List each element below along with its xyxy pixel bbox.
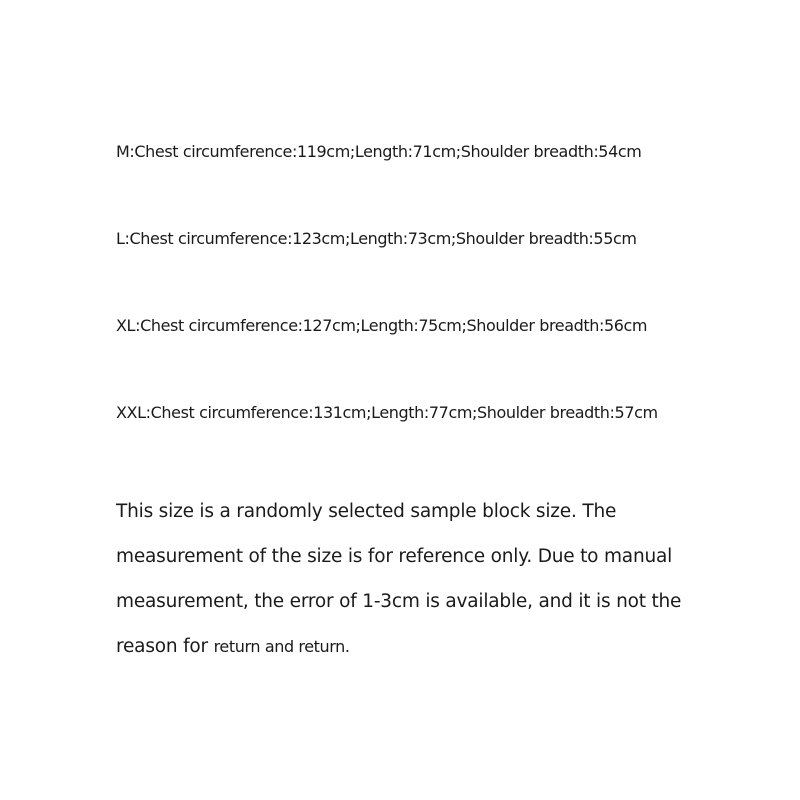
note-line-2: measurement of the size is for reference only. Due to manual xyxy=(116,546,673,567)
note-line-1: This size is a randomly selected sample block size. The xyxy=(116,501,617,522)
size-m-measurements: M:Chest circumference:119cm;Length:71cm;Shoulder breadth:54cm xyxy=(116,142,642,161)
note-line-4-end: return and return. xyxy=(213,637,350,656)
size-xl-measurements: XL:Chest circumference:127cm;Length:75cm;Shoulder breadth:56cm xyxy=(116,316,648,335)
note-line-4-start: reason for xyxy=(116,636,214,657)
size-disclaimer-note xyxy=(116,489,716,669)
size-xxl-measurements: XXL:Chest circumference:131cm;Length:77cm;Shoulder breadth:57cm xyxy=(116,403,658,422)
note-line-4 xyxy=(116,624,716,669)
size-l-measurements: L:Chest circumference:123cm;Length:73cm;Shoulder breadth:55cm xyxy=(116,229,637,248)
note-line-3: measurement, the error of 1-3cm is available, and it is not the xyxy=(116,591,682,612)
